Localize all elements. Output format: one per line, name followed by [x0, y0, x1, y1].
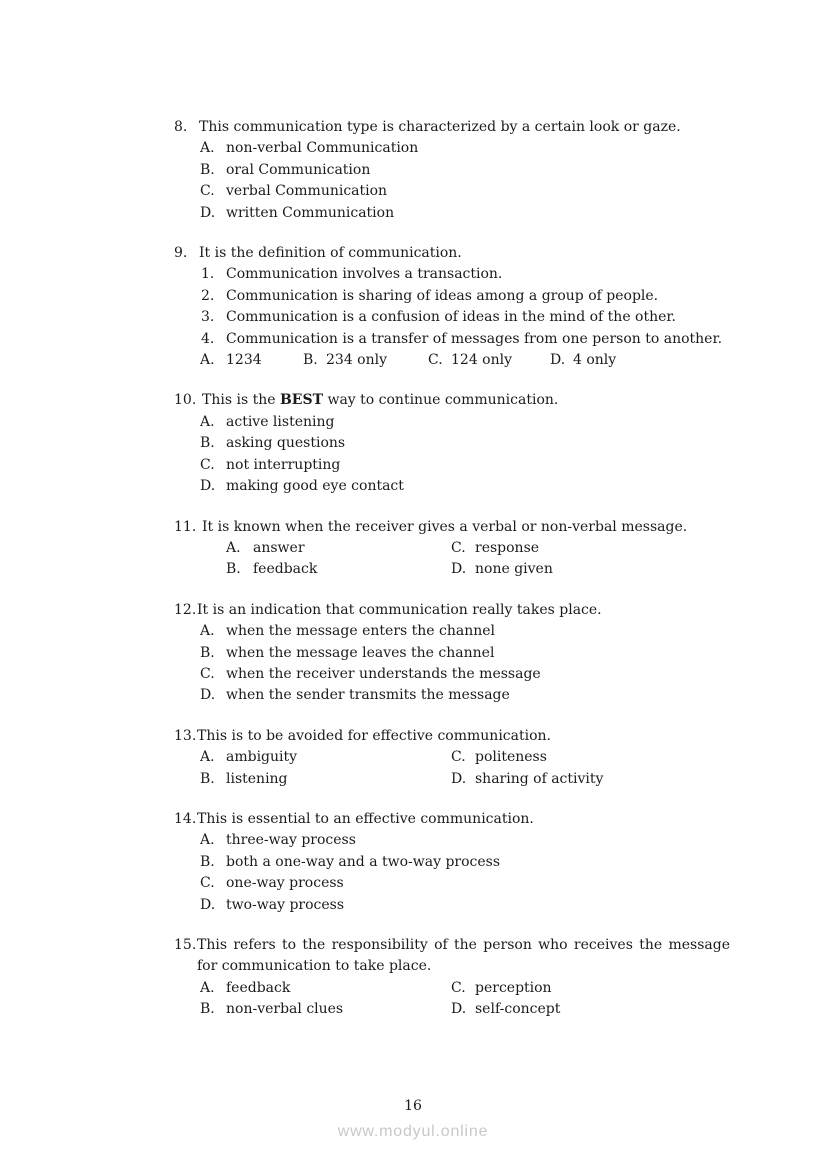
inline-options-row [200, 350, 730, 371]
option-d [200, 685, 730, 706]
question-stem-row [174, 935, 730, 978]
question-stem [202, 390, 730, 411]
option-label: B. [200, 644, 215, 661]
option-text: when the message leaves the channel [226, 644, 495, 661]
options-two-column [200, 978, 730, 1021]
option-label: D. [200, 896, 216, 913]
stem-bold-text: BEST [279, 392, 324, 409]
question-stem-row [174, 243, 730, 264]
question-number: 10. [174, 392, 197, 409]
option-a [200, 621, 730, 642]
option-b [200, 160, 730, 181]
option-text: 234 only [326, 352, 388, 369]
option-text: when the sender transmits the message [226, 687, 510, 704]
option-c [200, 873, 730, 894]
question-12 [174, 600, 730, 707]
option-a [226, 538, 451, 559]
option-label: B. [200, 853, 215, 870]
statement-label: 3. [201, 309, 215, 326]
question-number: 9. [174, 245, 188, 262]
option-text: feedback [226, 979, 291, 996]
question-8 [174, 117, 730, 224]
option-label: A. [200, 413, 215, 430]
question-number: 14. [174, 810, 197, 827]
statement-text: Communication is a confusion of ideas in the mind of the other. [226, 309, 677, 326]
option-text: not interrupting [226, 456, 341, 473]
option-label: D. [451, 770, 467, 787]
question-13 [174, 726, 730, 790]
option-text: when the receiver understands the message [226, 665, 541, 682]
stem-text: This is the [202, 392, 280, 409]
option-label: B. [303, 352, 318, 369]
option-text: answer [253, 539, 305, 556]
option-text: written Communication [226, 204, 395, 221]
option-label: B. [200, 161, 215, 178]
option-label: C. [451, 539, 466, 556]
option-b [200, 999, 451, 1020]
option-label: A. [200, 352, 215, 369]
option-label: D. [200, 204, 216, 221]
option-label: A. [200, 140, 215, 157]
option-d [200, 895, 730, 916]
question-stem: It is an indication that communication really takes place. [197, 601, 602, 618]
statements-list [201, 264, 730, 350]
option-d [451, 769, 730, 790]
option-label: C. [200, 875, 215, 892]
option-label: C. [451, 749, 466, 766]
question-stem-row [174, 390, 730, 411]
stem-text: way to continue communication. [323, 392, 559, 409]
question-stem: This is to be avoided for effective communication. [197, 727, 551, 744]
option-a [200, 978, 451, 999]
option-text: response [475, 539, 540, 556]
option-text: two-way process [226, 896, 345, 913]
option-c [200, 664, 730, 685]
option-a [200, 830, 730, 851]
option-text: 4 only [573, 352, 617, 369]
option-label: B. [200, 435, 215, 452]
option-c [200, 455, 730, 476]
statement-label: 4. [201, 330, 215, 347]
option-label: C. [451, 979, 466, 996]
question-number: 12. [174, 601, 197, 618]
option-text: non-verbal clues [226, 1001, 344, 1018]
question-stem: It is the definition of communication. [199, 245, 462, 262]
option-text: perception [475, 979, 552, 996]
page-number: 16 [404, 1098, 422, 1114]
option-text: both a one-way and a two-way process [226, 853, 501, 870]
question-stem: This refers to the responsibility of the person who receives the message for communication to take place. [197, 937, 730, 975]
option-text: sharing of activity [475, 770, 604, 787]
option-text: none given [475, 561, 553, 578]
option-b [200, 769, 451, 790]
option-text: verbal Communication [226, 183, 388, 200]
question-number: 11. [174, 518, 197, 535]
option-label: A. [226, 539, 241, 556]
options-list [200, 138, 730, 224]
option-text: three-way process [226, 832, 356, 849]
option-a [200, 747, 451, 768]
option-b [200, 852, 730, 873]
option-c [200, 181, 730, 202]
option-text: making good eye contact [226, 478, 404, 495]
question-number: 13. [174, 727, 197, 744]
option-text: one-way process [226, 875, 344, 892]
option-text: asking questions [226, 435, 346, 452]
option-label: C. [200, 456, 215, 473]
option-text: oral Communication [226, 161, 371, 178]
question-14 [174, 809, 730, 916]
option-text: 124 only [451, 352, 513, 369]
option-c [451, 978, 730, 999]
option-b [200, 433, 730, 454]
option-label: C. [200, 183, 215, 200]
quiz-content [174, 117, 730, 1040]
option-label: A. [200, 832, 215, 849]
question-stem: It is known when the receiver gives a verbal or non-verbal message. [202, 518, 688, 535]
question-stem-row [174, 726, 730, 747]
option-text: self-concept [475, 1001, 561, 1018]
option-label: D. [550, 352, 566, 369]
watermark: www.modyul.online [337, 1123, 489, 1140]
option-b [200, 643, 730, 664]
question-stem: This communication type is characterized by a certain look or gaze. [199, 119, 681, 135]
option-c [428, 350, 550, 371]
option-text: feedback [253, 561, 318, 578]
option-label: D. [200, 478, 216, 495]
option-text: ambiguity [226, 749, 298, 766]
question-15 [174, 935, 730, 1021]
option-d [200, 476, 730, 497]
options-two-column [226, 538, 730, 581]
statement-1 [201, 264, 730, 285]
question-number: 15. [174, 937, 197, 953]
option-label: A. [200, 979, 215, 996]
option-label: D. [200, 687, 216, 704]
option-label: A. [200, 749, 215, 766]
question-9 [174, 243, 730, 371]
option-b [226, 559, 451, 580]
option-c [451, 538, 730, 559]
question-stem: This is essential to an effective communication. [197, 810, 534, 827]
option-label: A. [200, 623, 215, 640]
options-two-column [200, 747, 730, 790]
options-list [200, 830, 730, 916]
options-list [200, 412, 730, 498]
statement-text: Communication is sharing of ideas among a group of people. [226, 287, 659, 304]
question-10 [174, 390, 730, 497]
question-stem-row [174, 600, 730, 621]
option-a [200, 412, 730, 433]
question-stem-row [174, 517, 730, 538]
option-d [550, 350, 616, 371]
option-text: active listening [226, 413, 335, 430]
option-d [451, 559, 730, 580]
option-label: D. [451, 1001, 467, 1018]
option-label: C. [200, 665, 215, 682]
option-d [451, 999, 730, 1020]
statement-2 [201, 286, 730, 307]
option-a [200, 350, 303, 371]
option-text: listening [226, 770, 288, 787]
option-label: B. [200, 1001, 215, 1018]
option-d [200, 203, 730, 224]
option-text: when the message enters the channel [226, 623, 496, 640]
option-text: politeness [475, 749, 547, 766]
option-label: C. [428, 352, 443, 369]
question-number: 8. [174, 119, 188, 135]
option-c [451, 747, 730, 768]
option-b [303, 350, 428, 371]
statement-text: Communication is a transfer of messages from one person to another. [226, 330, 723, 347]
option-label: B. [226, 561, 241, 578]
option-label: B. [200, 770, 215, 787]
option-text: non-verbal Communication [226, 140, 419, 157]
option-label: D. [451, 561, 467, 578]
question-11 [174, 517, 730, 581]
statement-label: 2. [201, 287, 215, 304]
question-stem-row [174, 117, 730, 138]
statement-4 [201, 329, 730, 350]
options-list [200, 621, 730, 707]
question-stem-row [174, 809, 730, 830]
statement-text: Communication involves a transaction. [226, 266, 503, 283]
option-a [200, 138, 730, 159]
statement-3 [201, 307, 730, 328]
option-text: 1234 [226, 352, 262, 369]
statement-label: 1. [201, 266, 215, 283]
